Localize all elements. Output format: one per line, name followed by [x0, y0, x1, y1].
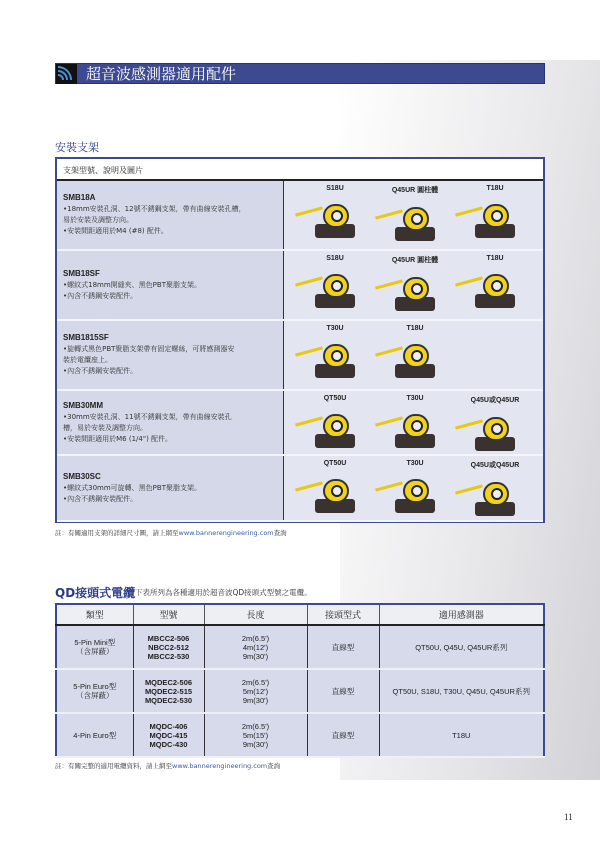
product-image	[455, 460, 535, 518]
product-image	[455, 185, 535, 240]
page-number: 11	[564, 812, 573, 822]
bracket-description	[57, 321, 284, 389]
sensor-bracket-image	[309, 406, 361, 450]
description-line: •30mm安裝孔洞、11號不銹鋼支架，帶有曲線安裝孔	[63, 412, 232, 421]
cell-line: 5-Pin Euro型	[73, 682, 117, 691]
bracket-model: SMB30MM	[63, 400, 104, 410]
product-image	[375, 395, 455, 450]
cable-lengths	[204, 713, 307, 757]
sensor-bracket-image	[469, 409, 521, 453]
connector-type: 直線型	[307, 669, 379, 713]
product-images	[285, 321, 543, 389]
page-title: 超音波感測器適用配件	[86, 65, 237, 83]
compatible-sensors: QT50U, Q45U, Q45UR系列	[379, 625, 544, 669]
col-header: 適用感測器	[379, 604, 544, 625]
product-image	[375, 255, 455, 313]
description-line: •安裝間距適用於M4 (#8) 配件。	[63, 227, 168, 235]
cell-line: 2m(6.5')	[241, 677, 270, 687]
bracket-model: SMB18SF	[63, 268, 100, 278]
sensor-bracket-image	[389, 199, 441, 243]
bracket-model: SMB18A	[63, 193, 96, 202]
product-label: S18U	[326, 255, 344, 262]
product-image	[295, 255, 375, 310]
cell-line: NBCC2-512	[148, 642, 189, 652]
cell-line: 5m(12')	[242, 686, 269, 696]
product-label: S18U	[326, 185, 344, 192]
description-line: 易於安裝及調整方向。	[63, 216, 133, 224]
description-line: •安裝間距適用於M6 (1/4") 配件。	[63, 434, 173, 443]
sensor-bracket-image	[309, 336, 361, 380]
sensor-bracket-image	[309, 471, 361, 515]
col-header: 類型	[56, 604, 133, 625]
cell-line: 5m(15')	[242, 730, 269, 740]
compatible-sensors: T18U	[379, 713, 544, 757]
website-link[interactable]: www.bannerengineering.com	[178, 529, 274, 537]
section-title-cables: QD接頭式電纜	[55, 586, 136, 600]
product-image	[455, 255, 535, 310]
cable-type	[56, 669, 133, 713]
description-line: •螺紋式30mm可旋轉、黑色PBT聚脂支架。	[63, 483, 201, 492]
cell-line: MQDEC2-506	[144, 677, 193, 687]
cables-note: 註：有關完整的適用電纜資料，請上網至www.bannerengineering.com查詢	[55, 762, 281, 770]
connector-type: 直線型	[307, 625, 379, 669]
sensor-bracket-image	[389, 471, 441, 515]
table-row	[57, 251, 543, 321]
product-label: Q45U或Q45UR	[470, 397, 520, 404]
website-link[interactable]: www.bannerengineering.com	[172, 762, 268, 770]
cell-line: 9m(30')	[242, 651, 269, 661]
product-label: Q45U或Q45UR	[470, 462, 520, 469]
bracket-model: SMB1815SF	[63, 333, 109, 342]
table-row	[56, 713, 544, 757]
description-line: •內含不銹鋼安裝配件。	[63, 291, 138, 300]
cell-line: 4-Pin Euro型	[73, 730, 117, 740]
cell-line: 2m(6.5')	[241, 721, 270, 731]
product-label: T30U	[326, 325, 344, 332]
bracket-description	[57, 456, 284, 520]
sensor-bracket-image	[389, 336, 441, 380]
cell-line: 4m(12')	[242, 642, 269, 652]
sensor-bracket-image	[389, 269, 441, 313]
cell-line: MQDEC2-530	[144, 695, 193, 705]
table-header: 支架型號、說明及圖片	[57, 159, 543, 181]
brackets-note: 註：有關適用支架的詳細尺寸圖，請上網至www.bannerengineering.com查詢	[55, 529, 287, 537]
cell-line: 9m(30')	[242, 695, 269, 705]
sensor-bracket-image	[469, 474, 521, 518]
product-images	[285, 391, 543, 454]
cable-type	[56, 713, 133, 757]
product-label: T30U	[406, 395, 424, 402]
cable-models	[133, 713, 204, 757]
product-image	[295, 325, 375, 380]
cell-line: MBCC2-506	[147, 633, 190, 643]
cable-models	[133, 669, 204, 713]
description-line: 槽，易於安裝及調整方向。	[63, 423, 147, 432]
product-images	[285, 456, 543, 520]
sensor-bracket-image	[309, 266, 361, 310]
cell-line: MQDC-430	[149, 739, 188, 749]
product-label: T18U	[486, 185, 504, 192]
description-line: •18mm安裝孔洞、12號不銹鋼支架，帶有曲線安裝孔槽，	[63, 205, 246, 213]
table-row	[57, 391, 543, 456]
description-line: 裝於電纜座上。	[63, 356, 112, 364]
section-description: 下表所列為各種適用於超音波QD接頭式型號之電纜。	[135, 588, 312, 597]
cell-line: （含屏蔽）	[76, 647, 114, 656]
cables-table	[55, 603, 545, 758]
col-header: 長度	[204, 604, 307, 625]
cell-line: MBCC2-530	[147, 651, 190, 661]
cable-lengths	[204, 625, 307, 669]
product-label: T30U	[406, 460, 424, 467]
product-label: Q45UR 圓柱體	[391, 257, 439, 264]
table-row	[56, 669, 544, 713]
product-label: Q45UR 圓柱體	[391, 187, 439, 194]
product-image	[295, 395, 375, 450]
cable-models	[133, 625, 204, 669]
bracket-model: SMB30SC	[63, 471, 101, 481]
product-label: T18U	[406, 325, 424, 332]
cable-lengths	[204, 669, 307, 713]
cell-line: 9m(30')	[242, 739, 269, 749]
product-images	[285, 251, 543, 319]
table-row	[57, 181, 543, 251]
connector-type: 直線型	[307, 713, 379, 757]
product-image	[295, 460, 375, 515]
compatible-sensors: QT50U, S18U, T30U, Q45U, Q45UR系列	[379, 669, 544, 713]
product-image	[295, 185, 375, 240]
description-line: •旋轉式黑色PBT聚脂支架帶有固定螺絲，可將感測器安	[63, 345, 235, 353]
bracket-description	[57, 251, 284, 319]
sensor-bracket-image	[469, 266, 521, 310]
description-line: •內含不銹鋼安裝配件。	[63, 494, 138, 503]
description-line: •內含不銹鋼安裝配件。	[63, 367, 138, 375]
product-label: QT50U	[323, 460, 347, 467]
product-image	[375, 325, 455, 380]
sound-wave-icon	[56, 64, 77, 84]
brackets-table	[55, 157, 545, 523]
cell-line: MQDC-415	[149, 730, 188, 740]
section-title-brackets: 安裝支架	[55, 141, 99, 154]
sensor-bracket-image	[309, 196, 361, 240]
table-row	[56, 625, 544, 669]
sensor-bracket-image	[389, 406, 441, 450]
col-header: 接頭型式	[307, 604, 379, 625]
cable-type	[56, 625, 133, 669]
product-label: QT50U	[323, 395, 347, 402]
product-label: T18U	[486, 255, 504, 262]
col-header: 型號	[133, 604, 204, 625]
bracket-description	[57, 181, 284, 249]
description-line: •螺紋式18mm開縫夾、黑色PBT聚脂支架。	[63, 280, 201, 289]
cell-line: MQDC-406	[149, 721, 188, 731]
product-image	[375, 460, 455, 515]
title-bar	[55, 63, 545, 84]
product-image	[375, 185, 455, 243]
cell-line: 5-Pin Mini型	[74, 638, 116, 647]
sensor-bracket-image	[469, 196, 521, 240]
table-row	[57, 456, 543, 522]
cell-line: 2m(6.5')	[241, 633, 270, 643]
cell-line: MQDEC2-515	[144, 686, 193, 696]
bracket-description	[57, 391, 284, 454]
table-row	[57, 321, 543, 391]
cell-line: （含屏蔽）	[76, 691, 114, 700]
product-images	[285, 181, 543, 249]
product-image	[455, 395, 535, 453]
